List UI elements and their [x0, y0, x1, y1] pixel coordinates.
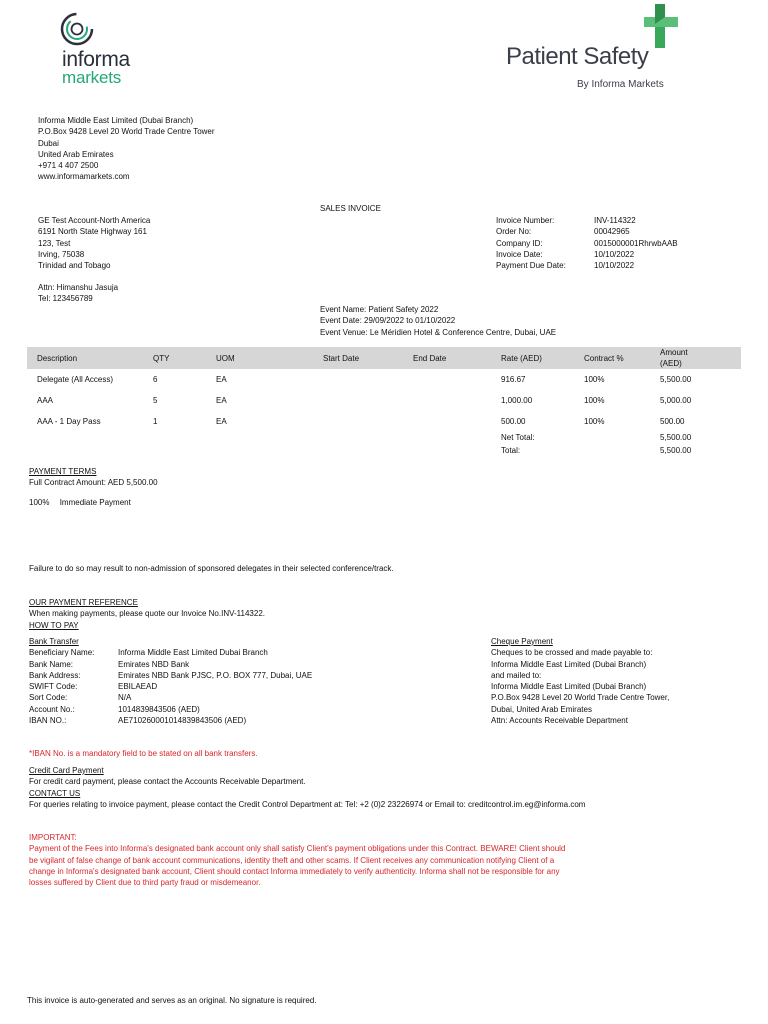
- payment-due-date-value: 10/10/2022: [594, 261, 635, 271]
- payment-due-date-label: Payment Due Date:: [496, 261, 566, 271]
- col-description: Description: [37, 354, 78, 363]
- event-date: Event Date: 29/09/2022 to 01/10/2022: [320, 316, 456, 326]
- cheque-line: Cheques to be crossed and made payable to:: [491, 648, 653, 658]
- seller-line: Informa Middle East Limited (Dubai Branch): [38, 116, 194, 125]
- iban-value: AE710260001014839843506 (AED): [118, 716, 247, 726]
- payment-reference: [29, 597, 265, 631]
- informa-logo-word: informa: [62, 48, 130, 71]
- cheque-line: Attn: Accounts Receivable Department: [491, 716, 628, 726]
- row-amount: 500.00: [660, 417, 685, 426]
- company-id-label: Company ID:: [496, 238, 543, 248]
- cheque-line: Informa Middle East Limited (Dubai Branch): [491, 659, 647, 669]
- cheque-line: and mailed to:: [491, 670, 542, 680]
- customer-line: 6191 North State Highway 161: [38, 227, 147, 237]
- cheque-line: Informa Middle East Limited (Dubai Branch): [491, 682, 647, 692]
- col-contract: Contract %: [584, 354, 624, 363]
- row-amount: 5,000.00: [660, 396, 692, 405]
- iban-note: *IBAN No. is a mandatory field to be stated on all bank transfers.: [29, 749, 258, 758]
- bank-address-label: Bank Address:: [29, 670, 81, 680]
- account-no-label: Account No.:: [29, 704, 75, 714]
- row-uom: EA: [216, 396, 227, 405]
- cheque-line: Dubai, United Arab Emirates: [491, 704, 592, 714]
- customer-line: 123, Test: [38, 238, 71, 248]
- beneficiary-name-value: Informa Middle East Limited Dubai Branch: [118, 648, 268, 658]
- col-start-date: Start Date: [323, 354, 360, 363]
- row-contract: 100%: [584, 396, 605, 405]
- schedule-text: Immediate Payment: [59, 498, 131, 507]
- col-end-date: End Date: [413, 354, 447, 363]
- invoice-date-value: 10/10/2022: [594, 249, 635, 259]
- customer-line: Irving, 75038: [38, 249, 85, 259]
- total-label: Total:: [501, 446, 521, 455]
- row-contract: 100%: [584, 417, 605, 426]
- patient-safety-logo: [500, 2, 690, 92]
- schedule-percent: 100%: [29, 498, 50, 507]
- event-details: [320, 304, 556, 338]
- total-row: [0, 445, 768, 457]
- important-heading: IMPORTANT:: [29, 833, 77, 842]
- sort-code-label: Sort Code:: [29, 693, 68, 703]
- row-amount: 5,500.00: [660, 375, 692, 384]
- order-no-value: 00042965: [594, 227, 630, 237]
- table-row: [0, 374, 768, 386]
- cheque-line: P.O.Box 9428 Level 20 World Trade Centre Tower,: [491, 693, 670, 703]
- row-description: AAA - 1 Day Pass: [37, 417, 101, 426]
- payment-terms-heading: PAYMENT TERMS: [29, 467, 97, 476]
- row-qty: 1: [153, 417, 158, 426]
- row-uom: EA: [216, 417, 227, 426]
- credit-card-text: For credit card payment, please contact the Accounts Receivable Department.: [29, 777, 306, 787]
- row-description: AAA: [37, 396, 54, 405]
- patient-safety-title: Patient Safety: [506, 43, 649, 70]
- col-amount: Amount: [660, 348, 688, 357]
- event-name: Event Name: Patient Safety 2022: [320, 305, 439, 314]
- customer-line: GE Test Account-North America: [38, 216, 151, 225]
- failure-notice: Failure to do so may result to non-admission of sponsored delegates in their selected conference/track.: [29, 564, 394, 573]
- customer-line: Trinidad and Tobago: [38, 261, 111, 271]
- contact-heading: CONTACT US: [29, 788, 81, 798]
- swift-code-label: SWIFT Code:: [29, 682, 78, 692]
- document-title: SALES INVOICE: [320, 204, 381, 213]
- invoice-number-value: INV-114322: [594, 216, 636, 225]
- row-qty: 6: [153, 375, 158, 384]
- row-rate: 500.00: [501, 417, 526, 426]
- credit-card-section: [29, 765, 585, 810]
- row-rate: 916.67: [501, 375, 526, 384]
- bank-address-value: Emirates NBD Bank PJSC, P.O. BOX 777, Dubai, UAE: [118, 670, 313, 680]
- payment-reference-heading: OUR PAYMENT REFERENCE: [29, 598, 138, 607]
- seller-line: +971 4 407 2500: [38, 161, 99, 171]
- col-amount-unit: (AED): [660, 359, 682, 368]
- seller-line: United Arab Emirates: [38, 149, 114, 159]
- informa-markets-logo: [60, 12, 150, 90]
- net-total-label: Net Total:: [501, 433, 535, 442]
- credit-card-heading: Credit Card Payment: [29, 766, 104, 775]
- markets-logo-word: markets: [62, 68, 122, 87]
- customer-contact: [38, 282, 118, 305]
- row-contract: 100%: [584, 375, 605, 384]
- row-uom: EA: [216, 375, 227, 384]
- how-to-pay-heading: HOW TO PAY: [29, 620, 79, 630]
- payment-reference-text: When making payments, please quote our Invoice No.INV-114322.: [29, 609, 265, 619]
- col-uom: UOM: [216, 354, 235, 363]
- bank-name-value: Emirates NBD Bank: [118, 659, 190, 669]
- company-id-value: 0015000001RhrwbAAB: [594, 238, 678, 248]
- important-notice: [29, 832, 565, 888]
- invoice-info: [496, 215, 746, 271]
- row-description: Delegate (All Access): [37, 375, 114, 384]
- cheque-payment-heading: Cheque Payment: [491, 637, 553, 646]
- swift-code-value: EBILAEAD: [118, 682, 158, 692]
- bank-transfer: [29, 636, 449, 726]
- invoice-number-label: Invoice Number:: [496, 216, 555, 225]
- cheque-payment: [491, 636, 669, 726]
- seller-address: [38, 115, 215, 183]
- event-venue: Event Venue: Le Méridien Hotel & Conference Centre, Dubai, UAE: [320, 327, 557, 337]
- col-qty: QTY: [153, 354, 170, 363]
- customer-attn: Attn: Himanshu Jasuja: [38, 283, 119, 292]
- payment-schedule: [29, 497, 131, 508]
- customer-tel: Tel: 123456789: [38, 294, 93, 304]
- important-line: change in Informa's designated bank account, Client should contact Informa immediately to verify authenticity. Informa shall not be responsible for any: [29, 866, 560, 876]
- important-line: losses suffered by Client due to third party fraud or misdemeanor.: [29, 878, 261, 888]
- footer-note: This invoice is auto-generated and serves as an original. No signature is required.: [27, 996, 317, 1005]
- sort-code-value: N/A: [118, 693, 132, 703]
- row-qty: 5: [153, 396, 158, 405]
- invoice-date-label: Invoice Date:: [496, 249, 543, 259]
- patient-safety-subtitle: By Informa Markets: [577, 79, 664, 90]
- full-contract-amount: Full Contract Amount: AED 5,500.00: [29, 478, 158, 488]
- contact-text: For queries relating to invoice payment, please contact the Credit Control Department at: Tel: +2 (0)2 23226974 or Email to: creditcontrol.im.eg@informa.com: [29, 799, 586, 809]
- account-no-value: 1014839843506 (AED): [118, 704, 200, 714]
- table-row: [0, 395, 768, 407]
- seller-line: P.O.Box 9428 Level 20 World Trade Centre Tower: [38, 127, 215, 137]
- net-total-row: [0, 432, 768, 444]
- seller-line: Dubai: [38, 138, 59, 148]
- order-no-label: Order No:: [496, 227, 532, 237]
- net-total-value: 5,500.00: [660, 433, 692, 442]
- bank-name-label: Bank Name:: [29, 659, 74, 669]
- informa-ring-icon: [60, 12, 94, 46]
- payment-terms: [29, 466, 158, 489]
- col-rate: Rate (AED): [501, 354, 542, 363]
- customer-address: [38, 215, 150, 271]
- total-value: 5,500.00: [660, 446, 692, 455]
- iban-label: IBAN NO.:: [29, 716, 67, 726]
- row-rate: 1,000.00: [501, 396, 533, 405]
- beneficiary-name-label: Beneficiary Name:: [29, 648, 95, 658]
- table-row: [0, 416, 768, 428]
- important-line: Payment of the Fees into Informa's designated bank account only shall satisfy Client's payment obligations under this Contract. BEWARE! Client should: [29, 844, 566, 854]
- seller-website: www.informamarkets.com: [38, 172, 130, 182]
- bank-transfer-heading: Bank Transfer: [29, 637, 79, 646]
- items-table-header: [27, 347, 741, 369]
- important-line: be vigilant of false change of bank account communications, identity theft and other scams. If Client receives any communication notifying Client of a: [29, 855, 555, 865]
